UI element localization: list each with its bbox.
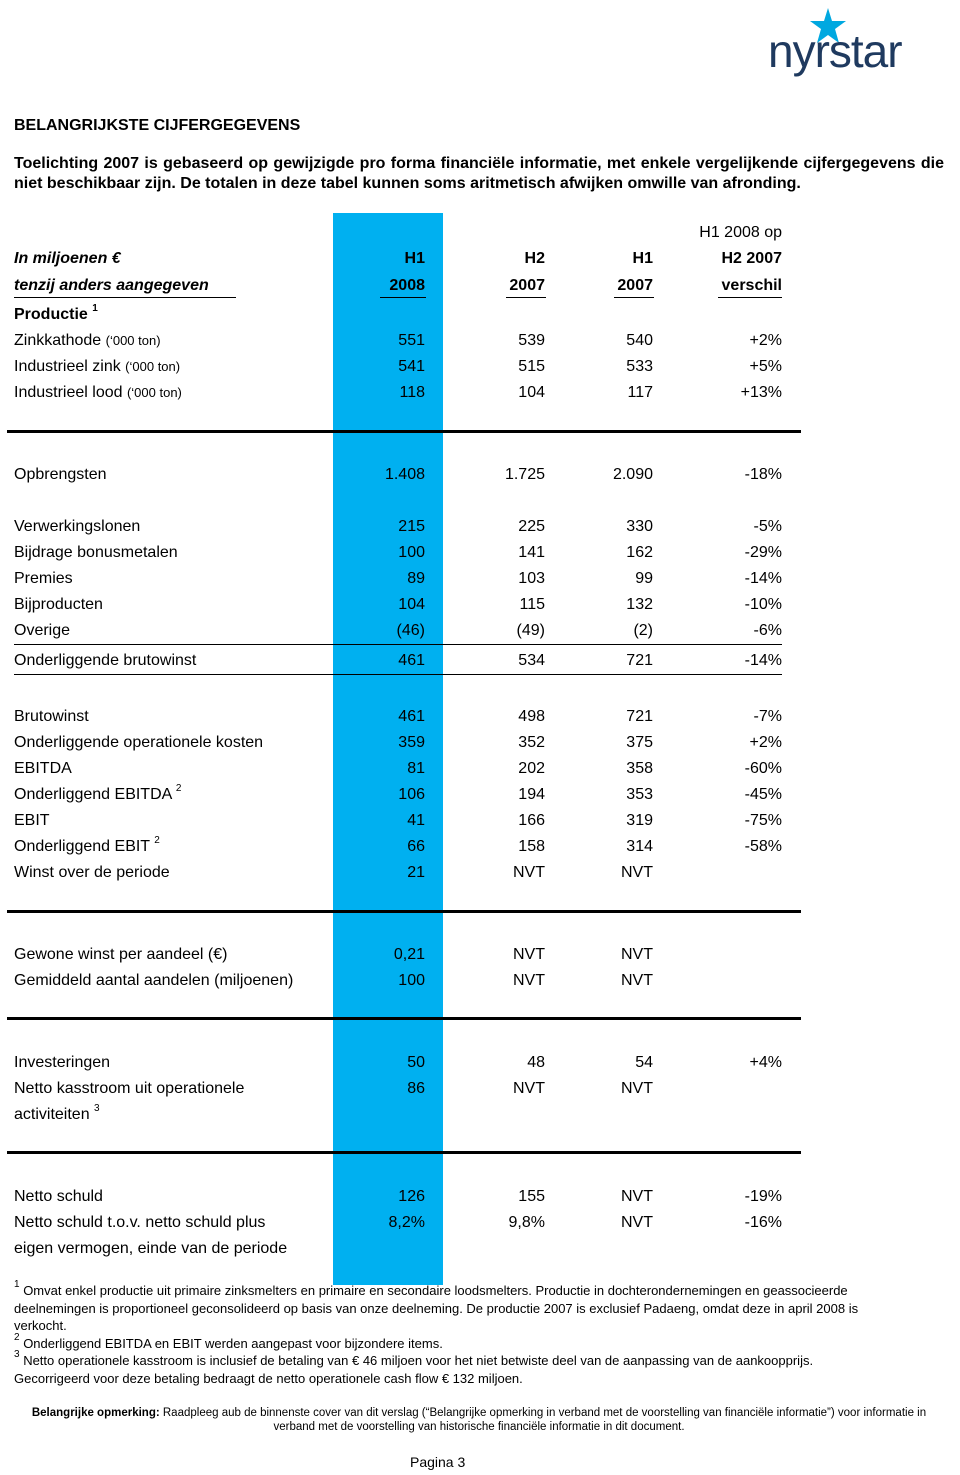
cell: -19% xyxy=(744,1188,782,1205)
cell: 721 xyxy=(626,708,653,725)
remark-text: Raadpleeg aub de binnenste cover van dit verslag (“Belangrijke opmerking in verband met de voorstelling van financiële informatie”) voor informatie in verband met de voorstelling van historische financiële informatie in dit document. xyxy=(162,1407,927,1433)
row-label: Onderliggende brutowinst xyxy=(14,652,197,669)
header-cell: verschil xyxy=(721,277,782,294)
row-label: Onderliggend EBIT xyxy=(14,838,150,855)
production-title: Productie xyxy=(14,306,88,323)
table-row xyxy=(0,356,960,378)
cell: +5% xyxy=(749,358,782,375)
table-row xyxy=(0,1186,960,1208)
footnote-1 xyxy=(14,1279,874,1335)
cell: 534 xyxy=(518,652,545,669)
cell: 225 xyxy=(518,518,545,535)
cell: 103 xyxy=(518,570,545,587)
cell: 99 xyxy=(635,570,653,587)
cell: 9,8% xyxy=(508,1214,545,1231)
section-divider xyxy=(7,1017,801,1020)
cell: 353 xyxy=(626,786,653,803)
cell: NVT xyxy=(621,946,653,963)
cell: 319 xyxy=(626,812,653,829)
header-cell: H2 xyxy=(524,250,545,267)
cell: NVT xyxy=(513,864,545,881)
footnote-text: Omvat enkel productie uit primaire zinksmelters en primaire en secondaire loodsmelters. Productie in dochterondernemingen en geassocieerde deelnemingen is proportioneel geconsolideerd op basis van onze deelneming. De productie 2007 is exclusief Padaeng, omdat deze in april 2008 is verkocht. xyxy=(14,1283,859,1333)
cell: +4% xyxy=(749,1054,782,1071)
row-label: activiteiten xyxy=(14,1106,90,1123)
table-row xyxy=(0,970,960,992)
cell: NVT xyxy=(621,1188,653,1205)
footnote-ref: 3 xyxy=(94,1103,100,1114)
cell: 89 xyxy=(407,570,425,587)
table-row xyxy=(0,650,960,672)
row-unit: (‘000 ton) xyxy=(105,333,161,348)
cell: -29% xyxy=(744,544,782,561)
cell: 461 xyxy=(398,652,425,669)
header-underline xyxy=(718,297,782,298)
cell: 117 xyxy=(627,384,653,401)
cell: -7% xyxy=(753,708,782,725)
header-cell: 2007 xyxy=(509,277,545,294)
footnote-number: 3 xyxy=(14,1349,20,1360)
cell: -6% xyxy=(753,622,782,639)
table-row xyxy=(0,620,960,642)
cell: 194 xyxy=(518,786,545,803)
cell: 202 xyxy=(518,760,545,777)
row-label: Netto schuld t.o.v. netto schuld plus xyxy=(14,1214,266,1231)
cell: -10% xyxy=(744,596,782,613)
important-remark xyxy=(14,1406,944,1434)
header-cell: H1 xyxy=(632,250,653,267)
intro-paragraph: Toelichting 2007 is gebaseerd op gewijzigde pro forma financiële informatie, met enkele vergelijkende cijfergegevens die niet beschikbaar zijn. De totalen in deze tabel kunnen soms aritmetisch afwijken omwille van afronding. xyxy=(14,155,944,192)
row-label: Brutowinst xyxy=(14,708,89,725)
cell: (46) xyxy=(396,622,425,639)
row-label: Bijproducten xyxy=(14,596,103,613)
table-row xyxy=(0,594,960,616)
footnote-text: Netto operationele kasstroom is inclusief de betaling van € 46 miljoen voor het niet betwiste deel van de aanpassing van de aankoopprijs. Gecorrigeerd voor deze betaling bedraagt de netto operationele cash flow € 132 miljoen. xyxy=(14,1353,814,1386)
cell: 166 xyxy=(518,812,545,829)
cell: 539 xyxy=(518,332,545,349)
table-row xyxy=(0,732,960,754)
footnotes xyxy=(14,1279,874,1387)
cell: 50 xyxy=(407,1054,425,1071)
cell: 106 xyxy=(398,786,425,803)
row-label: Industrieel zink xyxy=(14,358,121,375)
cell: 515 xyxy=(518,358,545,375)
table-row xyxy=(0,516,960,538)
footnote-text: Onderliggend EBITDA en EBIT werden aangepast voor bijzondere items. xyxy=(23,1335,443,1351)
page-number: Pagina 3 xyxy=(410,1454,466,1470)
header-underline xyxy=(380,297,426,298)
table-row xyxy=(0,542,960,564)
row-label: Investeringen xyxy=(14,1054,111,1071)
row-label: Bijdrage bonusmetalen xyxy=(14,544,178,561)
cell: 358 xyxy=(626,760,653,777)
footnote-number: 2 xyxy=(14,1331,20,1343)
cell: 8,2% xyxy=(388,1214,425,1231)
row-label: Gewone winst per aandeel (€) xyxy=(14,946,228,963)
cell: 314 xyxy=(626,838,653,855)
header-cell: 2008 xyxy=(389,277,425,294)
cell: 100 xyxy=(398,544,425,561)
table-row xyxy=(0,784,960,806)
cell: 352 xyxy=(518,734,545,751)
cell: (2) xyxy=(633,622,653,639)
table-row xyxy=(0,568,960,590)
table-row xyxy=(0,758,960,780)
cell: -14% xyxy=(744,652,782,669)
table-row xyxy=(0,862,960,884)
header-label: tenzij anders aangegeven xyxy=(14,277,209,294)
cell: 115 xyxy=(519,596,545,613)
row-unit: (‘000 ton) xyxy=(125,359,181,374)
header-underline xyxy=(506,297,546,298)
table-row-continuation xyxy=(0,1104,960,1126)
row-label: Industrieel lood xyxy=(14,384,123,401)
cell: NVT xyxy=(513,1080,545,1097)
production-title-row xyxy=(0,304,960,326)
cell: (49) xyxy=(516,622,545,639)
nyrstar-logo xyxy=(768,6,958,76)
row-label: Zinkkathode xyxy=(14,332,102,349)
cell: 100 xyxy=(398,972,425,989)
cell: +13% xyxy=(740,384,782,401)
header-row-2-values xyxy=(0,275,960,297)
cell: 104 xyxy=(518,384,545,401)
cell: 66 xyxy=(407,838,425,855)
cell: NVT xyxy=(621,1080,653,1097)
cell: 0,21 xyxy=(393,946,425,963)
cell: +2% xyxy=(749,332,782,349)
row-label: EBIT xyxy=(14,812,50,829)
cell: 162 xyxy=(626,544,653,561)
cell: -58% xyxy=(744,838,782,855)
footnote-number: 1 xyxy=(14,1279,20,1290)
cell: 498 xyxy=(518,708,545,725)
section-divider xyxy=(7,910,801,913)
cell: 375 xyxy=(626,734,653,751)
table-row xyxy=(0,836,960,858)
cell: 215 xyxy=(398,518,425,535)
cell: 155 xyxy=(518,1188,545,1205)
cell: 1.725 xyxy=(504,466,545,483)
subtotal-line xyxy=(14,674,782,675)
row-label: eigen vermogen, einde van de periode xyxy=(14,1240,288,1257)
cell: -75% xyxy=(744,812,782,829)
footnote-2 xyxy=(14,1331,874,1353)
cell: 461 xyxy=(398,708,425,725)
row-label: Overige xyxy=(14,622,71,639)
section-divider xyxy=(7,1151,801,1154)
cell: 54 xyxy=(635,1054,653,1071)
cell: 104 xyxy=(398,596,425,613)
cell: -14% xyxy=(744,570,782,587)
row-label: Netto kasstroom uit operationele xyxy=(14,1080,245,1097)
header-cell: H1 2008 op xyxy=(699,224,782,241)
header-row-0 xyxy=(0,222,960,244)
cell: NVT xyxy=(621,864,653,881)
cell: 551 xyxy=(398,332,425,349)
table-row xyxy=(0,382,960,404)
cell: -45% xyxy=(744,786,782,803)
header-label: In miljoenen € xyxy=(14,250,121,267)
footnote-ref: 1 xyxy=(92,303,98,314)
header-cell: 2007 xyxy=(617,277,653,294)
header-cell: H2 2007 xyxy=(721,250,782,267)
header-row-1-values xyxy=(0,248,960,270)
cell: 721 xyxy=(626,652,653,669)
cell: +2% xyxy=(749,734,782,751)
row-label: Onderliggend EBITDA xyxy=(14,786,172,803)
header-cell: H1 xyxy=(404,250,425,267)
cell: 330 xyxy=(626,518,653,535)
cell: 533 xyxy=(626,358,653,375)
cell: 1.408 xyxy=(384,466,425,483)
table-row xyxy=(0,944,960,966)
table-row-continuation xyxy=(0,1238,960,1260)
cell: 540 xyxy=(626,332,653,349)
cell: 541 xyxy=(398,358,425,375)
footnote-ref: 2 xyxy=(154,835,160,846)
cell: NVT xyxy=(513,946,545,963)
cell: 2.090 xyxy=(612,466,653,483)
header-underline xyxy=(614,297,654,298)
cell: 21 xyxy=(407,864,425,881)
cell: 132 xyxy=(626,596,653,613)
row-label: EBITDA xyxy=(14,760,72,777)
cell: 158 xyxy=(518,838,545,855)
cell: 359 xyxy=(398,734,425,751)
cell: 86 xyxy=(407,1080,425,1097)
cell: -16% xyxy=(744,1214,782,1231)
cell: 81 xyxy=(407,760,425,777)
table-row xyxy=(0,706,960,728)
row-label: Onderliggende operationele kosten xyxy=(14,734,264,751)
table-row xyxy=(0,1212,960,1234)
cell: -5% xyxy=(753,518,782,535)
cell: NVT xyxy=(621,1214,653,1231)
row-label: Opbrengsten xyxy=(14,466,107,483)
cell: NVT xyxy=(621,972,653,989)
cell: NVT xyxy=(513,972,545,989)
table-row xyxy=(0,330,960,352)
page-title: BELANGRIJKSTE CIJFERGEGEVENS xyxy=(14,117,301,134)
row-label: Premies xyxy=(14,570,73,587)
row-label: Verwerkingslonen xyxy=(14,518,141,535)
cell: 41 xyxy=(407,812,425,829)
logo-text: nyrstar xyxy=(768,25,902,77)
section-divider xyxy=(7,430,801,433)
cell: 118 xyxy=(399,384,425,401)
row-label: Gemiddeld aantal aandelen (miljoenen) xyxy=(14,972,294,989)
cell: 48 xyxy=(527,1054,545,1071)
cell: 126 xyxy=(398,1188,425,1205)
table-row xyxy=(0,1078,960,1100)
cell: -18% xyxy=(744,466,782,483)
row-label: Netto schuld xyxy=(14,1188,103,1205)
table-row xyxy=(0,810,960,832)
cell: 141 xyxy=(518,544,545,561)
row-label: Winst over de periode xyxy=(14,864,170,881)
cell: -60% xyxy=(744,760,782,777)
remark-label: Belangrijke opmerking: xyxy=(31,1407,160,1419)
subtotal-line xyxy=(14,644,782,645)
row-unit: (‘000 ton) xyxy=(126,385,182,400)
table-row xyxy=(0,1052,960,1074)
footnote-ref: 2 xyxy=(175,783,182,794)
table-row xyxy=(0,464,960,486)
footnote-3 xyxy=(14,1349,874,1387)
header-underline xyxy=(14,297,236,298)
